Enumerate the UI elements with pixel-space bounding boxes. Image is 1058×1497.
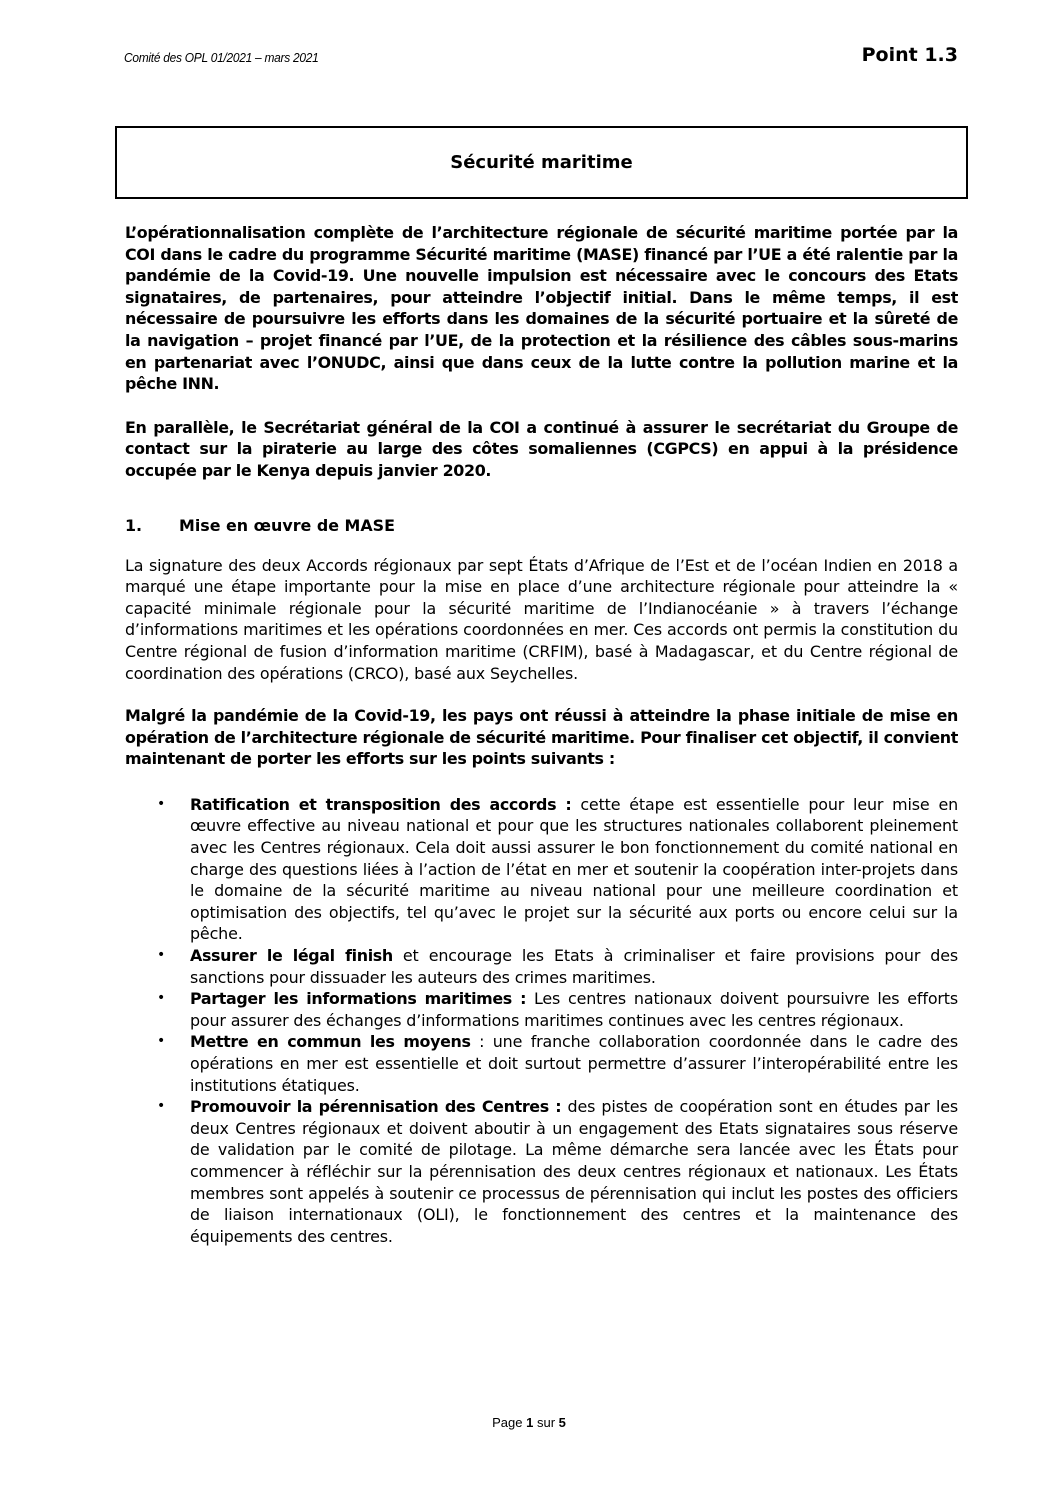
document-title: Sécurité maritime: [450, 152, 633, 173]
bullet-icon: •: [157, 795, 166, 812]
bullet-list: [125, 794, 958, 1247]
page-label: Page: [492, 1415, 523, 1430]
list-item-text: et encourage les Etats à criminaliser et faire provisions pour des sanctions pour dissuader les auteurs des crimes maritimes.: [190, 946, 958, 987]
list-item: [157, 794, 959, 945]
list-item-lead: Mettre en commun les moyens: [190, 1032, 471, 1052]
page-of: sur: [536, 1415, 556, 1430]
title-box: [115, 126, 968, 199]
document-header-meeting: Comité des OPL 01/2021 – mars 2021: [124, 50, 319, 65]
list-item: [157, 1031, 958, 1096]
list-item-lead: Ratification et transposition des accords :: [190, 794, 572, 814]
bullet-icon: •: [157, 1098, 166, 1115]
list-item-text: : une franche collaboration coordonnée dans le cadre des opérations en mer est essentielle et doit surtout permettre d’assurer l’interopérabilité entre les institutions étatiques.: [190, 1032, 958, 1095]
list-item-lead: Promouvoir la pérennisation des Centres :: [190, 1097, 562, 1117]
list-item: [157, 945, 958, 988]
list-item-text: cette étape est essentielle pour leur mise en œuvre effective au niveau national et pour que les structures nationales collaborent pleinement avec les Centres régionaux. Cela doit aussi assurer le bon fonctionnement du comité national en charge des questions liées à l’action de l’état en mer et soutenir la coopération inter-projets dans le domaine de la sécurité maritime au niveau national pour une meilleure coordination et optimisation des objectifs, tel qu’avec le projet sur la sécurité aux ports ou encore celui sur la pêche.: [190, 794, 959, 944]
intro-paragraph-1: L’opérationnalisation complète de l’architecture régionale de sécurité maritime portée par la COI dans le cadre du programme Sécurité maritime (MASE) financé par l’UE a été ralentie par la pandémie de la Covid-19. Une nouvelle impulsion est nécessaire avec le concours des Etats signataires, de partenaires, pour atteindre l’objectif initial. Dans le même temps, il est nécessaire de poursuivre les efforts dans les domaines de la sécurité portuaire et la sûreté de la navigation – projet financé par l’UE, de la protection et la résilience des câbles sous-marins en partenariat avec l’ONUDC, ainsi que dans ceux de la lutte contre la pollution marine et la pêche INN.: [125, 223, 958, 394]
page-total: 5: [558, 1415, 566, 1430]
list-item: [157, 988, 958, 1031]
list-item-lead: Assurer le légal finish: [190, 946, 393, 966]
list-item-text: Les centres nationaux doivent poursuivre les efforts pour assurer des échanges d’informations maritimes continues avec les centres régionaux.: [190, 989, 958, 1030]
list-item: [157, 1096, 958, 1247]
bullet-icon: •: [157, 990, 166, 1007]
section-paragraph-1: La signature des deux Accords régionaux par sept États d’Afrique de l’Est et de l’océan Indien en 2018 a marqué une étape importante pour la mise en place d’une architecture régionale pour atteindre la « capacité minimale régionale pour la sécurité maritime de l’Indianocéanie » à travers l’échange d’informations maritimes et les opérations coordonnées en mer. Ces accords ont permis la constitution du Centre régional de fusion d’information maritime (CRFIM), basé à Madagascar, et du Centre régional de coordination des opérations (CRCO), basé aux Seychelles.: [125, 555, 958, 683]
page-current: 1: [526, 1415, 534, 1430]
section-heading: [125, 516, 958, 535]
bullet-icon: •: [157, 947, 166, 964]
document-header-point: Point 1.3: [861, 44, 958, 66]
page-footer: [0, 1415, 1058, 1430]
list-item-text: des pistes de coopération sont en études par les deux Centres régionaux et doivent aboutir à un engagement des Etats signataires sous réserve de validation par le comité de pilotage. La même démarche sera lancée avec les États pour commencer à réfléchir sur la pérennisation des deux centres régionaux et nationaux. Les États membres sont appelés à soutenir ce processus de pérennisation qui inclut les postes des officiers de liaison internationaux (OLI), le fonctionnement des centres et la maintenance des équipements des centres.: [190, 1097, 958, 1246]
section-title: Mise en œuvre de MASE: [179, 515, 395, 535]
list-item-lead: Partager les informations maritimes :: [190, 989, 527, 1009]
section-number: 1.: [125, 515, 143, 535]
document-body: [125, 222, 958, 1247]
bullet-icon: •: [157, 1033, 166, 1050]
section-paragraph-2: Malgré la pandémie de la Covid-19, les pays ont réussi à atteindre la phase initiale de mise en opération de l’architecture régionale de sécurité maritime. Pour finaliser cet objectif, il convient maintenant de porter les efforts sur les points suivants :: [125, 706, 958, 769]
intro-paragraph-2: En parallèle, le Secrétariat général de la COI a continué à assurer le secrétariat du Groupe de contact sur la piraterie au large des côtes somaliennes (CGPCS) en appui à la présidence occupée par le Kenya depuis janvier 2020.: [125, 417, 958, 480]
